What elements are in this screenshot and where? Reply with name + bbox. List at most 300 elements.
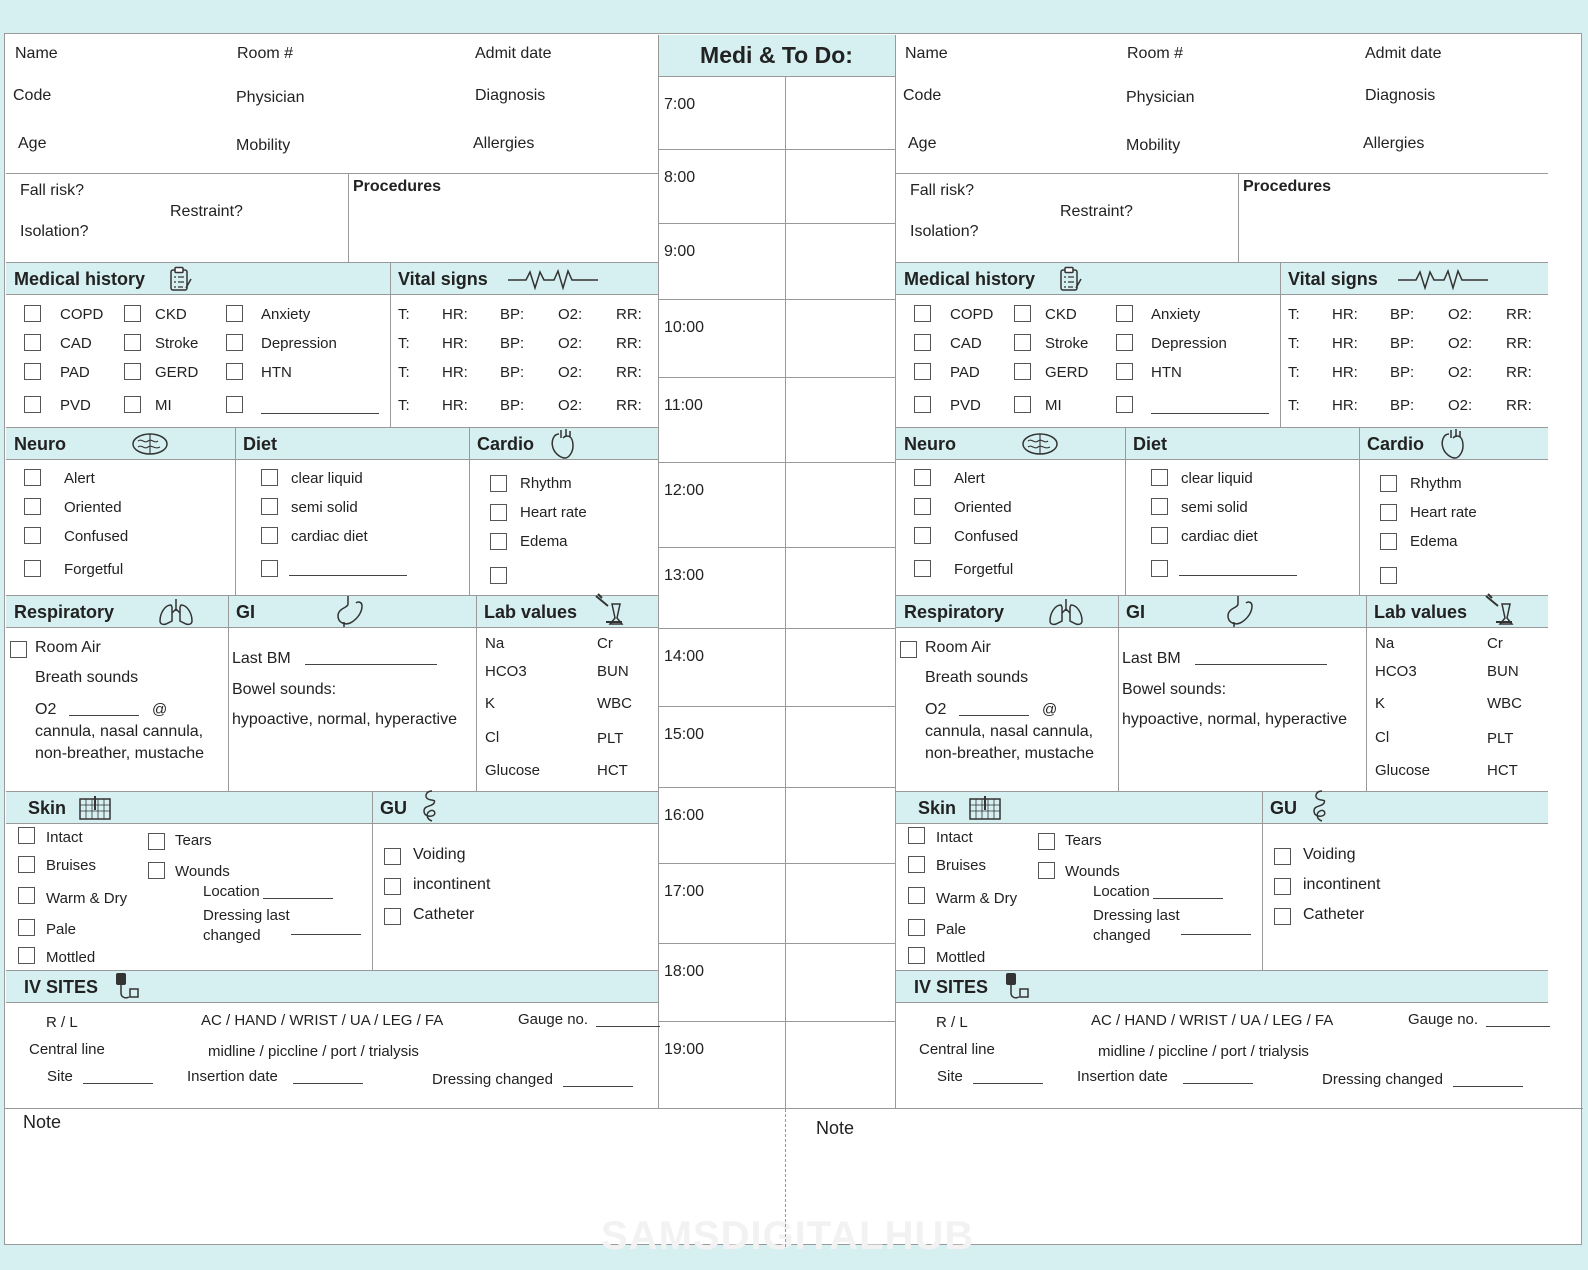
- left-history-checkbox-6[interactable]: [24, 363, 41, 380]
- right-lab-r-1: BUN: [1487, 663, 1519, 680]
- right-skin-label-3: Pale: [936, 921, 967, 938]
- time-slot-4: 11:00: [664, 397, 703, 414]
- left-skin-checkbox-4[interactable]: [18, 947, 35, 964]
- left-cardio-checkbox-2[interactable]: [490, 533, 507, 550]
- right-skin-checkbox-2[interactable]: [908, 887, 925, 904]
- left-admit-date-field: Admit date: [475, 45, 552, 62]
- left-history-checkbox-8[interactable]: [226, 363, 243, 380]
- right-vital-1-4: RR:: [1506, 335, 1532, 352]
- right-history-label-9: PVD: [950, 397, 981, 414]
- left-cardio-checkbox-1[interactable]: [490, 504, 507, 521]
- left-gu-label-1: incontinent: [413, 876, 491, 893]
- right-wound-location-line[interactable]: [1153, 898, 1223, 899]
- left-skin-label-3: Pale: [46, 921, 77, 938]
- left-tears-checkbox[interactable]: [148, 833, 165, 850]
- time-slot-12: 19:00: [664, 1041, 705, 1058]
- left-line-types-options: midline / piccline / port / trialysis: [208, 1043, 419, 1060]
- right-skin-checkbox-4[interactable]: [908, 947, 925, 964]
- divider: [1280, 262, 1281, 428]
- left-diet-other-line[interactable]: [289, 575, 407, 576]
- right-wounds-label: Wounds: [1065, 863, 1120, 880]
- right-diet-other-line[interactable]: [1179, 575, 1297, 576]
- left-vital-1-2: BP:: [500, 335, 525, 352]
- left-site-line[interactable]: [83, 1083, 153, 1084]
- time-slot-cell-11[interactable]: [658, 943, 895, 1021]
- left-gauge-line[interactable]: [596, 1026, 660, 1027]
- left-neuro-header: [6, 427, 235, 460]
- time-slot-10: 17:00: [664, 883, 705, 900]
- left-vital-2-2: BP:: [500, 364, 525, 381]
- left-lab-2: K: [485, 695, 496, 712]
- right-history-label-6: PAD: [950, 364, 980, 381]
- right-last-bm-label: Last BM: [1122, 650, 1181, 667]
- left-wounds-label: Wounds: [175, 863, 230, 880]
- right-o2-label: O2: [925, 701, 947, 718]
- left-diet-label-0: clear liquid: [291, 470, 363, 487]
- note-right-area[interactable]: [786, 1109, 1582, 1246]
- left-iv-sites-header: [6, 970, 658, 1003]
- left-dressing-changed-iv-label: Dressing changed: [432, 1071, 553, 1088]
- right-lab-values-header: [1366, 595, 1548, 628]
- right-dressing-last-label: Dressing last: [1093, 907, 1180, 924]
- right-cardio-checkbox-0[interactable]: [1380, 475, 1397, 492]
- left-cardio-checkbox-0[interactable]: [490, 475, 507, 492]
- time-slot-6: 13:00: [664, 567, 705, 584]
- left-cardio-header-title: Cardio: [477, 434, 535, 454]
- left-lab-1: HCO3: [485, 663, 527, 680]
- left-breath-sounds-label: Breath sounds: [35, 669, 139, 686]
- left-skin-header-title: Skin: [28, 798, 67, 818]
- left-vital-3-4: RR:: [616, 397, 642, 414]
- brain-icon: [130, 431, 170, 457]
- right-vital-3-4: RR:: [1506, 397, 1532, 414]
- right-vital-signs-header-title: Vital signs: [1288, 269, 1378, 289]
- right-diet-checkbox-3[interactable]: [1151, 560, 1168, 577]
- right-history-checkbox-11[interactable]: [1116, 396, 1133, 413]
- right-vital-1-3: O2:: [1448, 335, 1473, 352]
- time-slot-5: 12:00: [664, 482, 705, 499]
- left-history-checkbox-5[interactable]: [226, 334, 243, 351]
- divider: [469, 427, 470, 595]
- left-o2-label: O2: [35, 701, 57, 718]
- time-slot-8: 15:00: [664, 726, 705, 743]
- right-history-checkbox-10[interactable]: [1014, 396, 1031, 413]
- left-history-checkbox-9[interactable]: [24, 396, 41, 413]
- right-neuro-label-1: Oriented: [954, 499, 1012, 516]
- right-skin-checkbox-1[interactable]: [908, 856, 925, 873]
- right-diet-checkbox-0[interactable]: [1151, 469, 1168, 486]
- right-gu-checkbox-1[interactable]: [1274, 878, 1291, 895]
- left-lab-r-1: BUN: [597, 663, 629, 680]
- right-history-checkbox-8[interactable]: [1116, 363, 1133, 380]
- time-slot-cell-7[interactable]: [658, 628, 895, 706]
- right-skin-label-2: Warm & Dry: [936, 890, 1018, 907]
- right-lab-r-4: HCT: [1487, 762, 1518, 779]
- left-procedures-label: Procedures: [353, 178, 442, 195]
- left-diet-checkbox-2[interactable]: [261, 527, 278, 544]
- left-site-label: Site: [47, 1068, 73, 1085]
- time-slot-cell-1[interactable]: [658, 149, 895, 223]
- left-dressing-changed-line[interactable]: [291, 934, 361, 935]
- left-lab-r-4: HCT: [597, 762, 628, 779]
- divider: [1118, 595, 1119, 791]
- right-history-label-3: CAD: [950, 335, 982, 352]
- left-history-checkbox-2[interactable]: [226, 305, 243, 322]
- medi-todo-title: Medi & To Do:: [658, 35, 895, 76]
- right-vital-1-0: T:: [1288, 335, 1300, 352]
- right-skin-label-1: Bruises: [936, 857, 987, 874]
- left-iv-sites-options: AC / HAND / WRIST / UA / LEG / FA: [201, 1012, 444, 1029]
- right-history-label-8: HTN: [1151, 364, 1182, 381]
- left-vital-signs-header-title: Vital signs: [398, 269, 488, 289]
- right-allergies-field: Allergies: [1363, 135, 1425, 152]
- right-room-field: Room #: [1127, 45, 1184, 62]
- left-history-checkbox-1[interactable]: [124, 305, 141, 322]
- right-gauge-label: Gauge no.: [1408, 1011, 1479, 1028]
- left-history-label-9: PVD: [60, 397, 91, 414]
- right-lab-2: K: [1375, 695, 1386, 712]
- note-left-area[interactable]: [6, 1109, 784, 1246]
- right-medical-history-header: [896, 262, 1280, 295]
- left-diagnosis-field: Diagnosis: [475, 87, 546, 104]
- right-history-checkbox-1[interactable]: [1014, 305, 1031, 322]
- iv-icon: [1000, 971, 1032, 1001]
- left-medical-history-header-title: Medical history: [14, 269, 146, 289]
- left-room-air-checkbox[interactable]: [10, 641, 27, 658]
- left-history-checkbox-7[interactable]: [124, 363, 141, 380]
- left-iv-rl-label: R / L: [46, 1014, 78, 1031]
- left-tears-label: Tears: [175, 832, 212, 849]
- left-bowel-sounds-label: Bowel sounds:: [232, 681, 337, 698]
- right-bowel-sounds-label: Bowel sounds:: [1122, 681, 1227, 698]
- right-diet-header: [1125, 427, 1359, 460]
- left-cardio-label-1: Heart rate: [520, 504, 587, 521]
- time-slot-3: 10:00: [664, 319, 705, 336]
- right-cardio-checkbox-3[interactable]: [1380, 567, 1397, 584]
- right-gu-checkbox-2[interactable]: [1274, 908, 1291, 925]
- right-gi-header-title: GI: [1126, 602, 1146, 622]
- left-wound-location-line[interactable]: [263, 898, 333, 899]
- right-wound-location-label: Location: [1093, 883, 1150, 900]
- left-diet-label-2: cardiac diet: [291, 528, 368, 545]
- left-last-bm-label: Last BM: [232, 650, 291, 667]
- left-vital-3-3: O2:: [558, 397, 583, 414]
- right-last-bm-line[interactable]: [1195, 664, 1327, 665]
- left-o2-line[interactable]: [69, 715, 139, 716]
- skin-icon: [968, 795, 1002, 821]
- left-history-checkbox-10[interactable]: [124, 396, 141, 413]
- left-medical-history-header: [6, 262, 390, 295]
- right-iv-rl-label: R / L: [936, 1014, 968, 1031]
- right-neuro-label-0: Alert: [954, 470, 985, 487]
- right-cardio-label-0: Rhythm: [1410, 475, 1462, 492]
- right-vital-0-2: BP:: [1390, 306, 1415, 323]
- pulse-icon: [507, 266, 599, 292]
- time-slot-cell-0[interactable]: [658, 76, 895, 149]
- left-vital-0-1: HR:: [442, 306, 468, 323]
- left-insertion-date-line[interactable]: [293, 1083, 363, 1084]
- right-vital-0-4: RR:: [1506, 306, 1532, 323]
- divider: [348, 173, 349, 262]
- right-gi-header: [1118, 595, 1366, 628]
- left-lab-0: Na: [485, 635, 505, 652]
- right-insertion-date-line[interactable]: [1183, 1083, 1253, 1084]
- left-vital-0-0: T:: [398, 306, 410, 323]
- right-history-checkbox-6[interactable]: [914, 363, 931, 380]
- left-skin-checkbox-3[interactable]: [18, 919, 35, 936]
- right-vital-1-1: HR:: [1332, 335, 1358, 352]
- right-skin-header-title: Skin: [918, 798, 957, 818]
- left-skin-label-4: Mottled: [46, 949, 96, 966]
- left-fall-risk-field: Fall risk?: [20, 182, 85, 199]
- right-skin-checkbox-3[interactable]: [908, 919, 925, 936]
- time-slot-cell-2[interactable]: [658, 223, 895, 299]
- left-gu-header: [372, 791, 658, 824]
- right-wounds-checkbox[interactable]: [1038, 862, 1055, 879]
- right-cardio-checkbox-2[interactable]: [1380, 533, 1397, 550]
- right-neuro-checkbox-2[interactable]: [914, 527, 931, 544]
- time-slot-2: 9:00: [664, 243, 696, 260]
- left-o2-at-label: @: [152, 701, 168, 718]
- right-fall-risk-field: Fall risk?: [910, 182, 975, 199]
- left-skin-checkbox-0[interactable]: [18, 827, 35, 844]
- left-history-label-10: MI: [155, 397, 172, 414]
- left-history-other-line[interactable]: [261, 413, 379, 414]
- left-cardio-header: [469, 427, 658, 460]
- time-slot-11: 18:00: [664, 963, 705, 980]
- right-skin-checkbox-0[interactable]: [908, 827, 925, 844]
- divider: [372, 791, 373, 970]
- right-skin-label-0: Intact: [936, 829, 973, 846]
- right-lab-r-0: Cr: [1487, 635, 1503, 652]
- right-diet-label-2: cardiac diet: [1181, 528, 1258, 545]
- divider: [390, 262, 391, 428]
- right-history-checkbox-9[interactable]: [914, 396, 931, 413]
- time-slot-cell-10[interactable]: [658, 863, 895, 943]
- right-neuro-checkbox-3[interactable]: [914, 560, 931, 577]
- right-diagnosis-field: Diagnosis: [1365, 87, 1436, 104]
- time-slot-cell-5[interactable]: [658, 462, 895, 547]
- right-diet-header-title: Diet: [1133, 434, 1168, 454]
- right-tears-label: Tears: [1065, 832, 1102, 849]
- left-respiratory-header-title: Respiratory: [14, 602, 115, 622]
- left-history-label-4: Stroke: [155, 335, 199, 352]
- lungs-icon: [156, 597, 196, 627]
- right-vital-3-2: BP:: [1390, 397, 1415, 414]
- time-slot-9: 16:00: [664, 807, 705, 824]
- left-vital-3-0: T:: [398, 397, 410, 414]
- left-skin-checkbox-1[interactable]: [18, 856, 35, 873]
- right-history-checkbox-3[interactable]: [914, 334, 931, 351]
- divider: [1359, 427, 1360, 595]
- time-slot-cell-9[interactable]: [658, 787, 895, 863]
- time-slot-0: 7:00: [664, 96, 696, 113]
- left-diet-header: [235, 427, 469, 460]
- left-vital-0-3: O2:: [558, 306, 583, 323]
- right-gu-checkbox-0[interactable]: [1274, 848, 1291, 865]
- right-history-label-7: GERD: [1045, 364, 1089, 381]
- right-vital-2-0: T:: [1288, 364, 1300, 381]
- right-respiratory-header-title: Respiratory: [904, 602, 1005, 622]
- left-dressing-changed-iv-line[interactable]: [563, 1086, 633, 1087]
- right-lab-4: Glucose: [1375, 762, 1431, 779]
- note-right-label: Note: [816, 1118, 855, 1138]
- right-lab-values-header-title: Lab values: [1374, 602, 1468, 622]
- divider: [1238, 173, 1239, 262]
- left-neuro-checkbox-0[interactable]: [24, 469, 41, 486]
- right-diet-checkbox-2[interactable]: [1151, 527, 1168, 544]
- left-gu-checkbox-1[interactable]: [384, 878, 401, 895]
- left-history-checkbox-11[interactable]: [226, 396, 243, 413]
- right-history-label-0: COPD: [950, 306, 994, 323]
- right-lab-0: Na: [1375, 635, 1395, 652]
- left-allergies-field: Allergies: [473, 135, 535, 152]
- left-cardio-label-0: Rhythm: [520, 475, 572, 492]
- right-skin-header: [896, 791, 1262, 824]
- right-diet-label-1: semi solid: [1181, 499, 1248, 516]
- left-history-label-7: GERD: [155, 364, 199, 381]
- left-diet-checkbox-3[interactable]: [261, 560, 278, 577]
- right-history-checkbox-5[interactable]: [1116, 334, 1133, 351]
- right-diet-checkbox-1[interactable]: [1151, 498, 1168, 515]
- left-history-checkbox-3[interactable]: [24, 334, 41, 351]
- right-vital-3-1: HR:: [1332, 397, 1358, 414]
- right-name-field: Name: [905, 45, 948, 62]
- left-wounds-checkbox[interactable]: [148, 862, 165, 879]
- right-history-checkbox-0[interactable]: [914, 305, 931, 322]
- right-breath-sounds-label: Breath sounds: [925, 669, 1029, 686]
- right-o2-at-label: @: [1042, 701, 1058, 718]
- left-vital-2-4: RR:: [616, 364, 642, 381]
- left-o2-devices-1: cannula, nasal cannula,: [35, 723, 204, 740]
- iv-icon: [110, 971, 142, 1001]
- left-gu-checkbox-2[interactable]: [384, 908, 401, 925]
- left-neuro-label-3: Forgetful: [64, 561, 124, 578]
- right-neuro-header-title: Neuro: [904, 434, 957, 454]
- left-neuro-checkbox-1[interactable]: [24, 498, 41, 515]
- right-gu-label-0: Voiding: [1303, 846, 1356, 863]
- right-skin-label-4: Mottled: [936, 949, 986, 966]
- left-lab-values-header: [476, 595, 658, 628]
- left-skin-header: [6, 791, 372, 824]
- left-vital-1-4: RR:: [616, 335, 642, 352]
- right-mobility-field: Mobility: [1126, 137, 1181, 154]
- right-admit-date-field: Admit date: [1365, 45, 1442, 62]
- left-name-field: Name: [15, 45, 58, 62]
- brain-icon: [1020, 431, 1060, 457]
- left-neuro-checkbox-2[interactable]: [24, 527, 41, 544]
- left-skin-checkbox-2[interactable]: [18, 887, 35, 904]
- left-wound-location-label: Location: [203, 883, 260, 900]
- left-gu-label-0: Voiding: [413, 846, 466, 863]
- left-history-checkbox-0[interactable]: [24, 305, 41, 322]
- left-cardio-label-2: Edema: [520, 533, 568, 550]
- divider: [476, 595, 477, 791]
- intestine-icon: [1306, 789, 1334, 825]
- watermark: SAMSDIGITALHUB: [601, 1214, 975, 1258]
- right-vital-2-1: HR:: [1332, 364, 1358, 381]
- left-dressing-last-label: Dressing last: [203, 907, 290, 924]
- left-gu-label-2: Catheter: [413, 906, 475, 923]
- right-vital-3-3: O2:: [1448, 397, 1473, 414]
- divider: [235, 427, 236, 595]
- time-slot-cell-3[interactable]: [658, 299, 895, 377]
- right-gu-label-1: incontinent: [1303, 876, 1381, 893]
- right-history-label-10: MI: [1045, 397, 1062, 414]
- right-history-checkbox-2[interactable]: [1116, 305, 1133, 322]
- right-dressing-changed-iv-label: Dressing changed: [1322, 1071, 1443, 1088]
- left-vital-1-1: HR:: [442, 335, 468, 352]
- right-iv-sites-options: AC / HAND / WRIST / UA / LEG / FA: [1091, 1012, 1334, 1029]
- left-history-label-3: CAD: [60, 335, 92, 352]
- right-diet-label-0: clear liquid: [1181, 470, 1253, 487]
- right-history-other-line[interactable]: [1151, 413, 1269, 414]
- right-neuro-label-3: Forgetful: [954, 561, 1014, 578]
- right-o2-devices-1: cannula, nasal cannula,: [925, 723, 1094, 740]
- right-history-checkbox-4[interactable]: [1014, 334, 1031, 351]
- time-slot-cell-12[interactable]: [658, 1021, 895, 1108]
- intestine-icon: [416, 789, 444, 825]
- right-tears-checkbox[interactable]: [1038, 833, 1055, 850]
- time-slot-cell-4[interactable]: [658, 377, 895, 462]
- left-history-label-0: COPD: [60, 306, 104, 323]
- right-bowel-sounds-options: hypoactive, normal, hyperactive: [1122, 711, 1347, 728]
- right-site-line[interactable]: [973, 1083, 1043, 1084]
- left-history-label-1: CKD: [155, 306, 187, 323]
- lungs-icon: [1046, 597, 1086, 627]
- time-slot-cell-8[interactable]: [658, 706, 895, 787]
- right-cardio-header: [1359, 427, 1548, 460]
- left-history-checkbox-4[interactable]: [124, 334, 141, 351]
- left-cardio-checkbox-3[interactable]: [490, 567, 507, 584]
- left-last-bm-line[interactable]: [305, 664, 437, 665]
- right-gu-header: [1262, 791, 1548, 824]
- right-lab-r-3: PLT: [1487, 730, 1514, 747]
- time-slot-cell-6[interactable]: [658, 547, 895, 628]
- left-neuro-checkbox-3[interactable]: [24, 560, 41, 577]
- right-cardio-header-title: Cardio: [1367, 434, 1425, 454]
- right-o2-line[interactable]: [959, 715, 1029, 716]
- left-neuro-label-0: Alert: [64, 470, 95, 487]
- left-dressing-changed-label: changed: [203, 927, 261, 944]
- divider: [1262, 791, 1263, 970]
- right-neuro-checkbox-1[interactable]: [914, 498, 931, 515]
- left-lab-4: Glucose: [485, 762, 541, 779]
- left-vital-1-0: T:: [398, 335, 410, 352]
- right-dressing-changed-iv-line[interactable]: [1453, 1086, 1523, 1087]
- left-gu-checkbox-0[interactable]: [384, 848, 401, 865]
- left-iv-sites-header-title: IV SITES: [24, 977, 99, 997]
- skin-icon: [78, 795, 112, 821]
- right-dressing-changed-line[interactable]: [1181, 934, 1251, 935]
- left-diet-checkbox-0[interactable]: [261, 469, 278, 486]
- left-lab-3: Cl: [485, 729, 500, 746]
- left-gi-header-title: GI: [236, 602, 256, 622]
- left-vital-0-4: RR:: [616, 306, 642, 323]
- right-vital-2-2: BP:: [1390, 364, 1415, 381]
- right-history-checkbox-7[interactable]: [1014, 363, 1031, 380]
- right-neuro-checkbox-0[interactable]: [914, 469, 931, 486]
- left-age-field: Age: [18, 135, 47, 152]
- right-o2-devices-2: non-breather, mustache: [925, 745, 1094, 762]
- right-room-air-checkbox[interactable]: [900, 641, 917, 658]
- left-diet-checkbox-1[interactable]: [261, 498, 278, 515]
- left-code-field: Code: [13, 87, 52, 104]
- right-cardio-checkbox-1[interactable]: [1380, 504, 1397, 521]
- right-gauge-line[interactable]: [1486, 1026, 1550, 1027]
- right-vital-2-3: O2:: [1448, 364, 1473, 381]
- left-vital-0-2: BP:: [500, 306, 525, 323]
